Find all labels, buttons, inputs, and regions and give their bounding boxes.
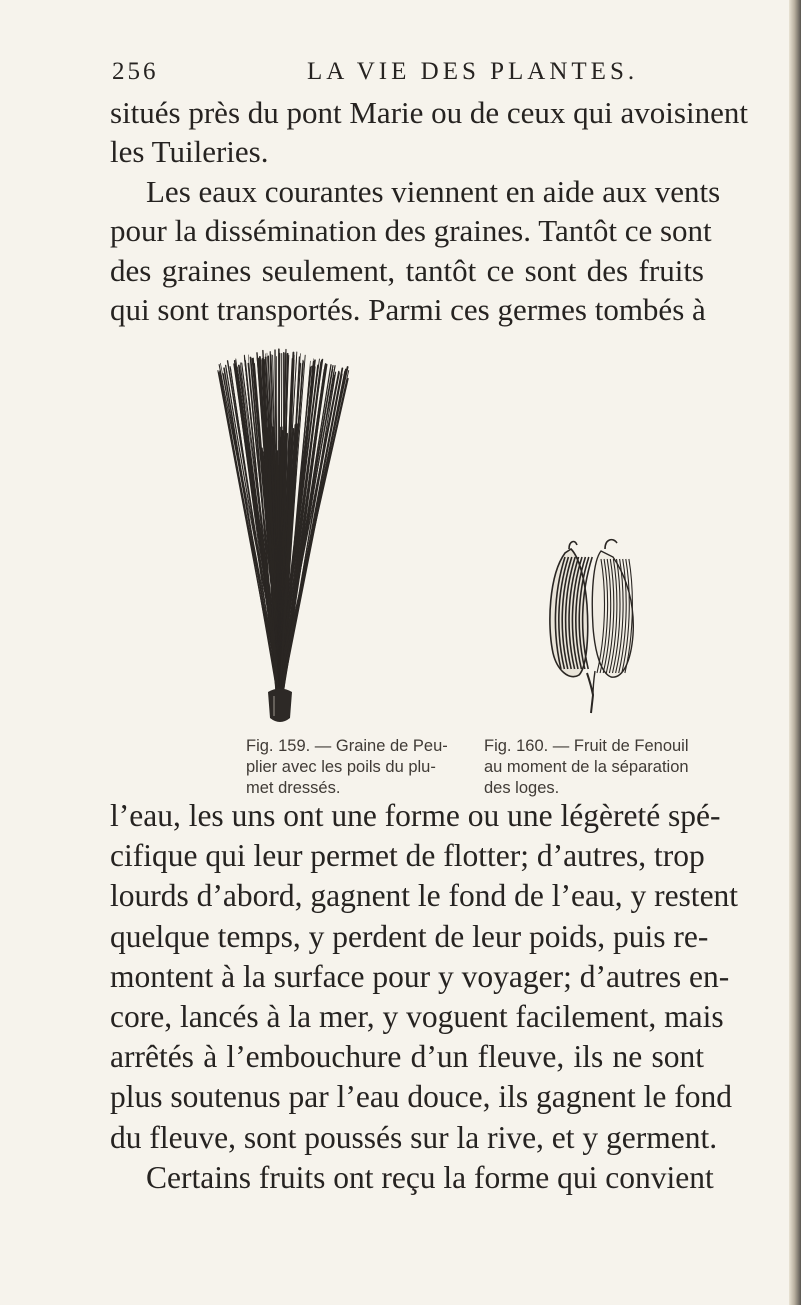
text-line: situés près du pont Marie ou de ceux qui avoisinent bbox=[110, 95, 748, 130]
paragraph-bottom bbox=[110, 796, 739, 1198]
text-line: plus soutenus par l’eau douce, ils gagnent le fond bbox=[110, 1079, 732, 1115]
text-line: Certains fruits ont reçu la forme qui convient bbox=[146, 1159, 714, 1195]
text-line: du fleuve, sont poussés sur la rive, et y germent. bbox=[110, 1119, 718, 1155]
figure-159-poplar-seed bbox=[210, 340, 370, 728]
caption-line: plier avec les poils du plu- bbox=[246, 758, 436, 776]
text-line: l’eau, les uns ont une forme ou une légèreté spé- bbox=[110, 798, 721, 833]
text-line: cifique qui leur permet de flotter; d’autres, trop bbox=[110, 838, 705, 874]
text-line: qui sont transportés. Parmi ces germes tombés à bbox=[110, 291, 706, 327]
caption-line: Fig. 159. — Graine de Peu- bbox=[246, 737, 448, 755]
text-line: montent à la surface pour y voyager; d’autres en- bbox=[110, 958, 730, 994]
figure-160-caption bbox=[484, 736, 734, 799]
running-title: LA VIE DES PLANTES. bbox=[307, 58, 639, 85]
text-line: des graines seulement, tantôt ce sont des fruits bbox=[110, 252, 704, 288]
text-line: core, lancés à la mer, y voguent facilement, mais bbox=[110, 998, 724, 1034]
text-line: pour la dissémination des graines. Tantôt ce sont bbox=[110, 213, 712, 249]
running-header bbox=[112, 58, 712, 92]
fennel-fruit-illustration bbox=[535, 535, 645, 720]
caption-line: met dressés. bbox=[246, 779, 341, 797]
page-number: 256 bbox=[112, 58, 159, 85]
text-line: les Tuileries. bbox=[110, 134, 269, 170]
figure-159-caption bbox=[246, 736, 466, 799]
text-line: arrêtés à l’embouchure d’un fleuve, ils ne sont bbox=[110, 1039, 704, 1075]
caption-line: Fig. 160. — Fruit de Fenouil bbox=[484, 737, 689, 755]
paragraph-top bbox=[110, 93, 748, 329]
poplar-seed-plume-illustration bbox=[210, 340, 370, 728]
text-line: lourds d’abord, gagnent le fond de l’eau, y restent bbox=[110, 878, 739, 914]
figure-160-fennel-fruit bbox=[535, 535, 645, 720]
caption-line: au moment de la séparation bbox=[484, 758, 689, 776]
text-line: quelque temps, y perdent de leur poids, puis re- bbox=[110, 918, 709, 954]
page-binding-edge bbox=[789, 0, 801, 1305]
caption-line: des loges. bbox=[484, 779, 560, 797]
text-line: Les eaux courantes viennent en aide aux vents bbox=[146, 173, 721, 209]
